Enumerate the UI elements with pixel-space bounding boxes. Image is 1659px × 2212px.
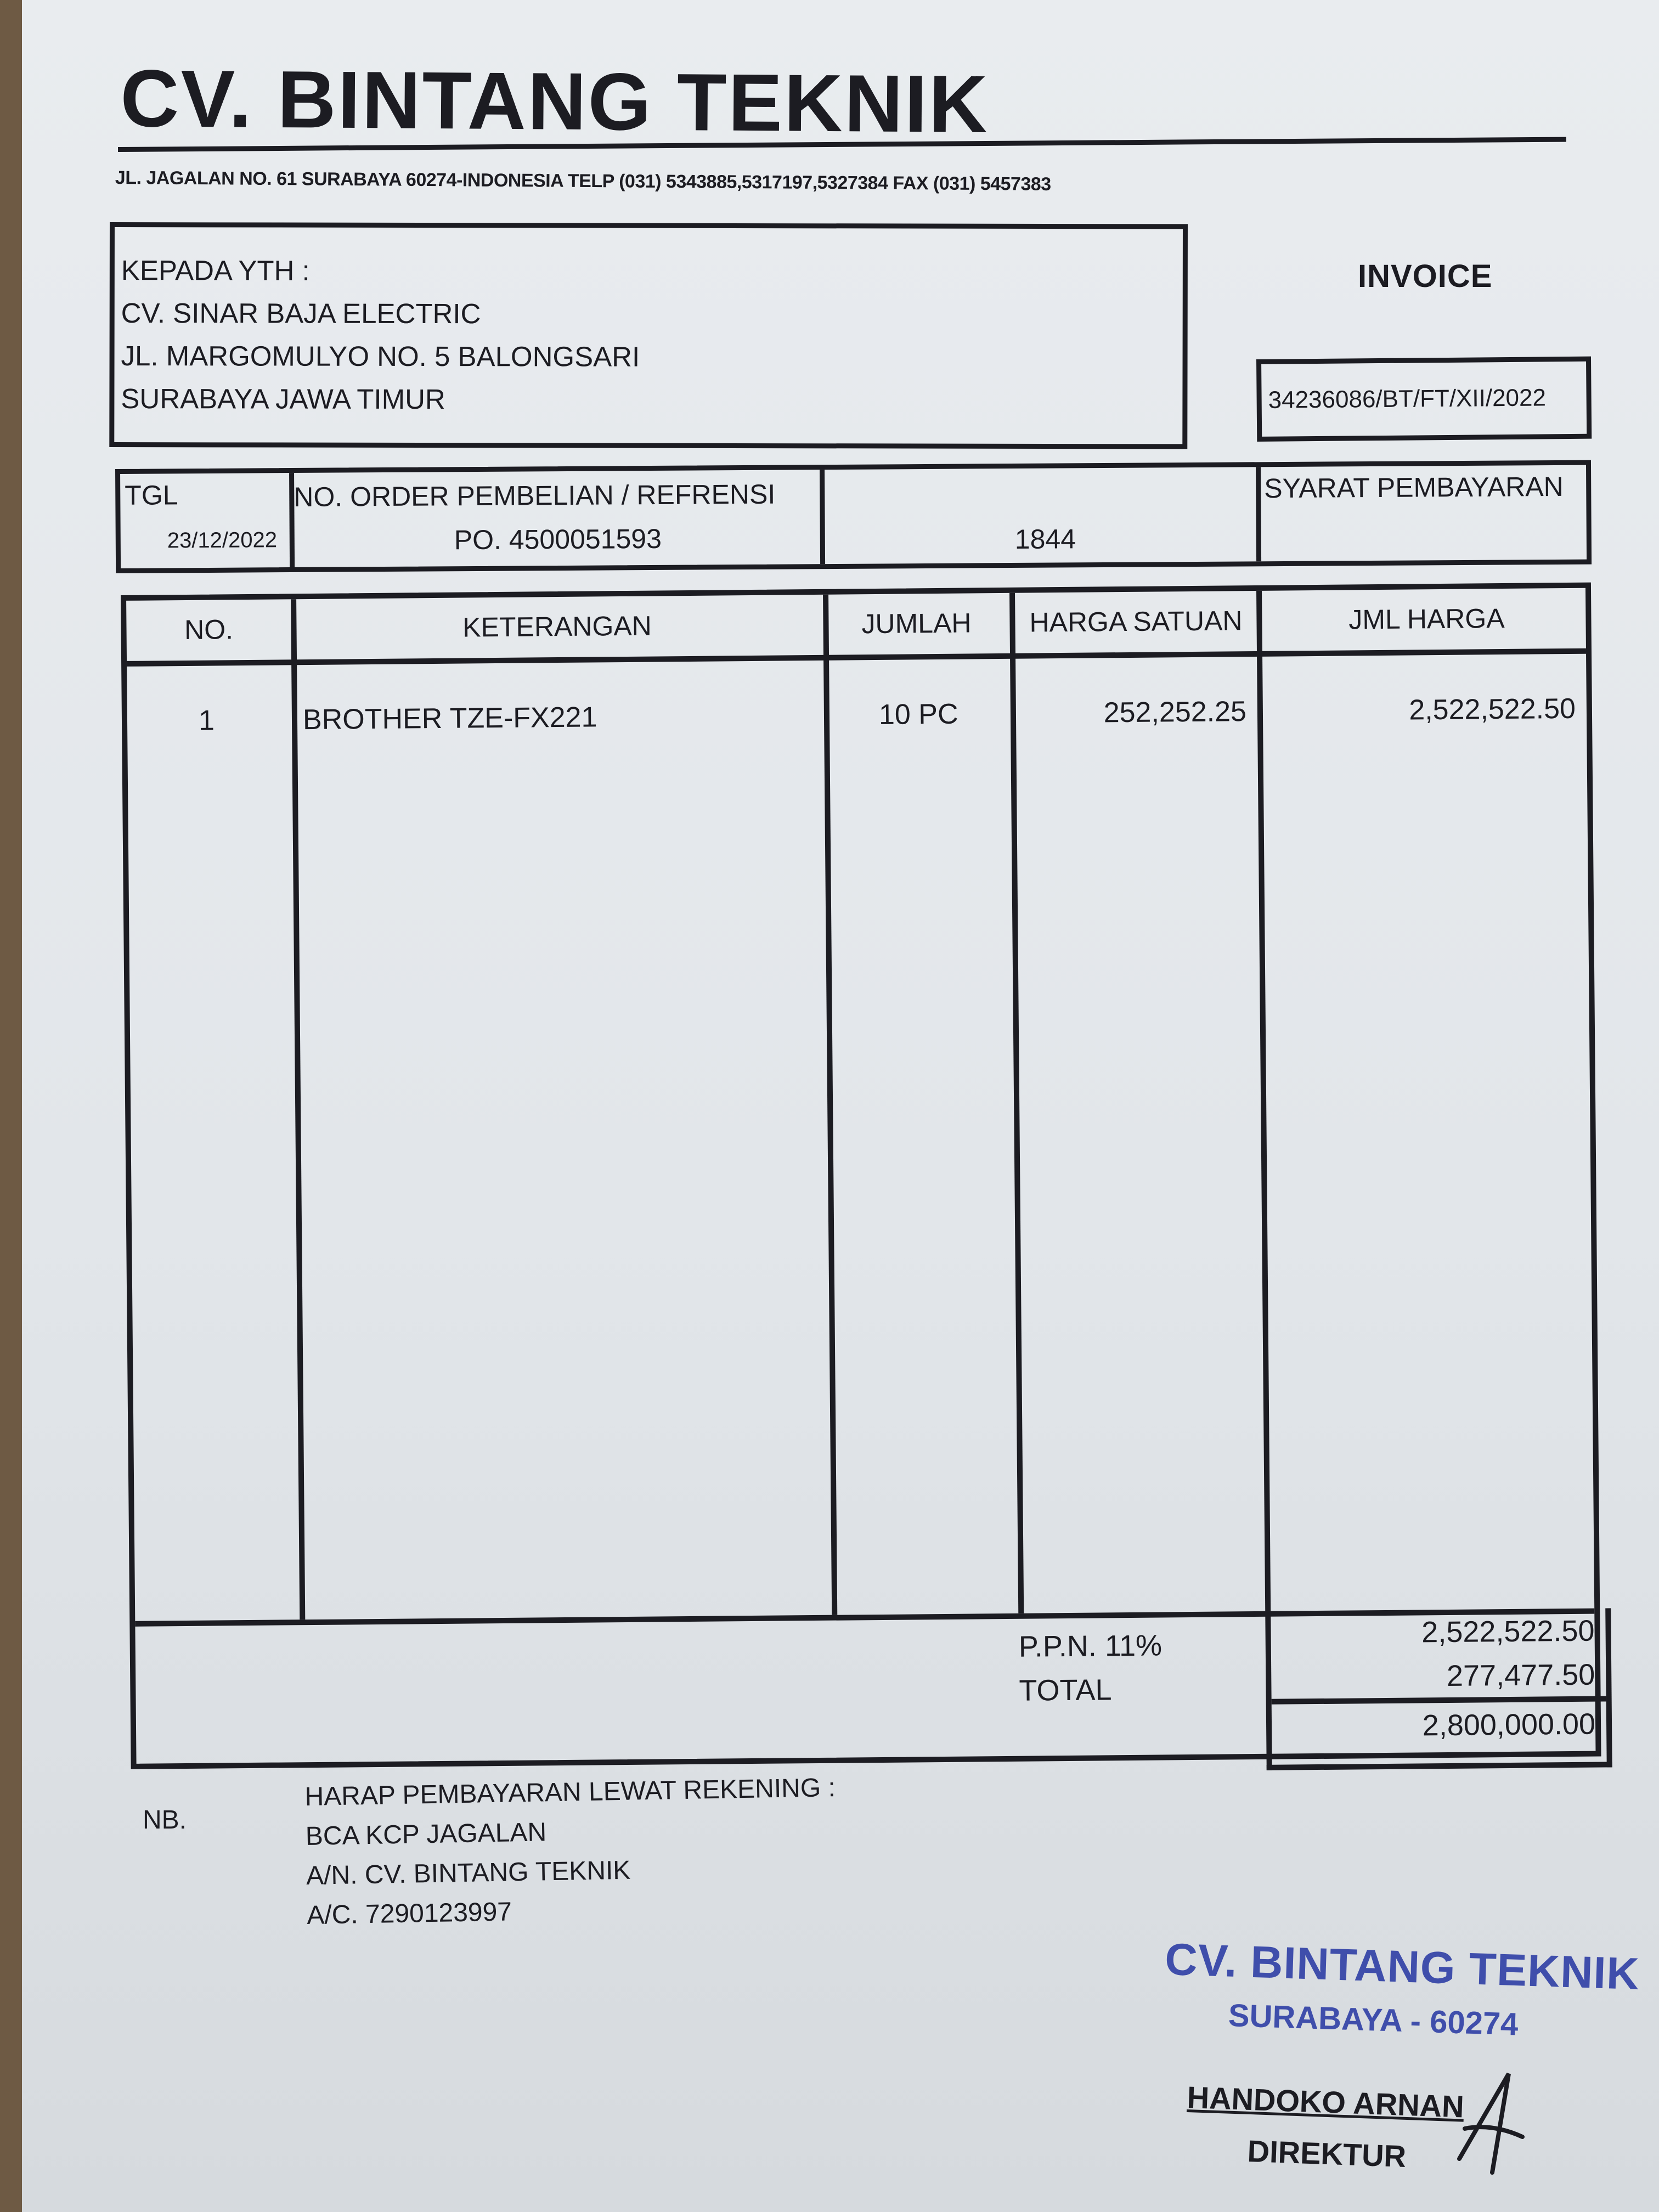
date-value: 23/12/2022 <box>167 528 278 553</box>
row-1-amount: 2,522,522.50 <box>1409 692 1576 726</box>
recipient-address-1: JL. MARGOMULYO NO. 5 BALONGSARI <box>121 340 640 373</box>
invoice-number: 34236086/BT/FT/XII/2022 <box>1268 384 1547 414</box>
col-divider-3 <box>1009 593 1024 1613</box>
total-label: TOTAL <box>1019 1673 1112 1707</box>
row-1-no: 1 <box>198 704 215 737</box>
total-value: 2,800,000.00 <box>1422 1707 1596 1742</box>
invoice-title: INVOICE <box>1358 258 1493 294</box>
recipient-box <box>109 222 1188 449</box>
note-line-1: HARAP PEMBAYARAN LEWAT REKENING : <box>304 1773 836 1812</box>
row-1-quantity: 10 PC <box>878 698 958 731</box>
reference-value: 1844 <box>1014 523 1076 555</box>
company-stamp: CV. BINTANG TEKNIK <box>1164 1934 1640 2000</box>
company-address: JL. JAGALAN NO. 61 SURABAYA 60274-INDONESIA TELP (031) 5343885,5317197,5327384 FAX (031) 5457383 <box>115 167 1051 195</box>
col-header-quantity: JUMLAH <box>861 607 972 640</box>
col-divider-1 <box>291 599 305 1620</box>
company-name: CV. BINTANG TEKNIK <box>120 53 990 150</box>
order-info-bar <box>115 460 1592 573</box>
subtotal-value: 2,522,522.50 <box>1421 1614 1595 1649</box>
invoice-number-box <box>1256 357 1592 442</box>
note-label: NB. <box>143 1805 187 1835</box>
items-table <box>121 583 1601 1769</box>
signer-position: DIREKTUR <box>1246 2133 1407 2174</box>
reference-cell <box>820 467 1261 564</box>
total-divider <box>1272 1696 1606 1704</box>
tax-value: 277,477.50 <box>1446 1658 1595 1692</box>
recipient-address-2: SURABAYA JAWA TIMUR <box>121 383 445 415</box>
col-header-no: NO. <box>184 614 234 645</box>
note-line-3: A/N. CV. BINTANG TEKNIK <box>306 1855 631 1891</box>
row-1-description: BROTHER TZE-FX221 <box>302 701 597 736</box>
col-divider-4 <box>1256 591 1271 1611</box>
col-header-unit-price: HARGA SATUAN <box>1029 605 1243 638</box>
note-line-4: A/C. 7290123997 <box>306 1897 512 1930</box>
po-label: NO. ORDER PEMBELIAN / REFRENSI <box>294 478 776 513</box>
signature-mark <box>1426 2063 1536 2189</box>
totals-box <box>1265 1608 1612 1770</box>
recipient-label: KEPADA YTH : <box>121 255 310 286</box>
tax-label: P.P.N. 11% <box>1018 1629 1163 1663</box>
invoice-paper <box>22 0 1659 2212</box>
col-divider-2 <box>823 595 837 1615</box>
company-stamp-city: SURABAYA - 60274 <box>1227 1997 1519 2042</box>
items-table-header <box>126 588 1586 667</box>
po-cell <box>289 470 825 567</box>
col-header-description: KETERANGAN <box>462 610 652 643</box>
po-value: PO. 4500051593 <box>454 523 662 556</box>
row-1-unit-price: 252,252.25 <box>1103 696 1247 729</box>
col-header-amount: JML HARGA <box>1348 602 1505 635</box>
payment-terms-label: SYARAT PEMBAYARAN <box>1264 471 1564 504</box>
payment-note <box>304 1768 838 1936</box>
recipient-name: CV. SINAR BAJA ELECTRIC <box>121 297 481 330</box>
note-line-2: BCA KCP JAGALAN <box>305 1818 547 1851</box>
signer-name: HANDOKO ARNAN <box>1186 2079 1465 2124</box>
date-cell <box>120 473 295 568</box>
date-label: TGL <box>125 479 178 511</box>
